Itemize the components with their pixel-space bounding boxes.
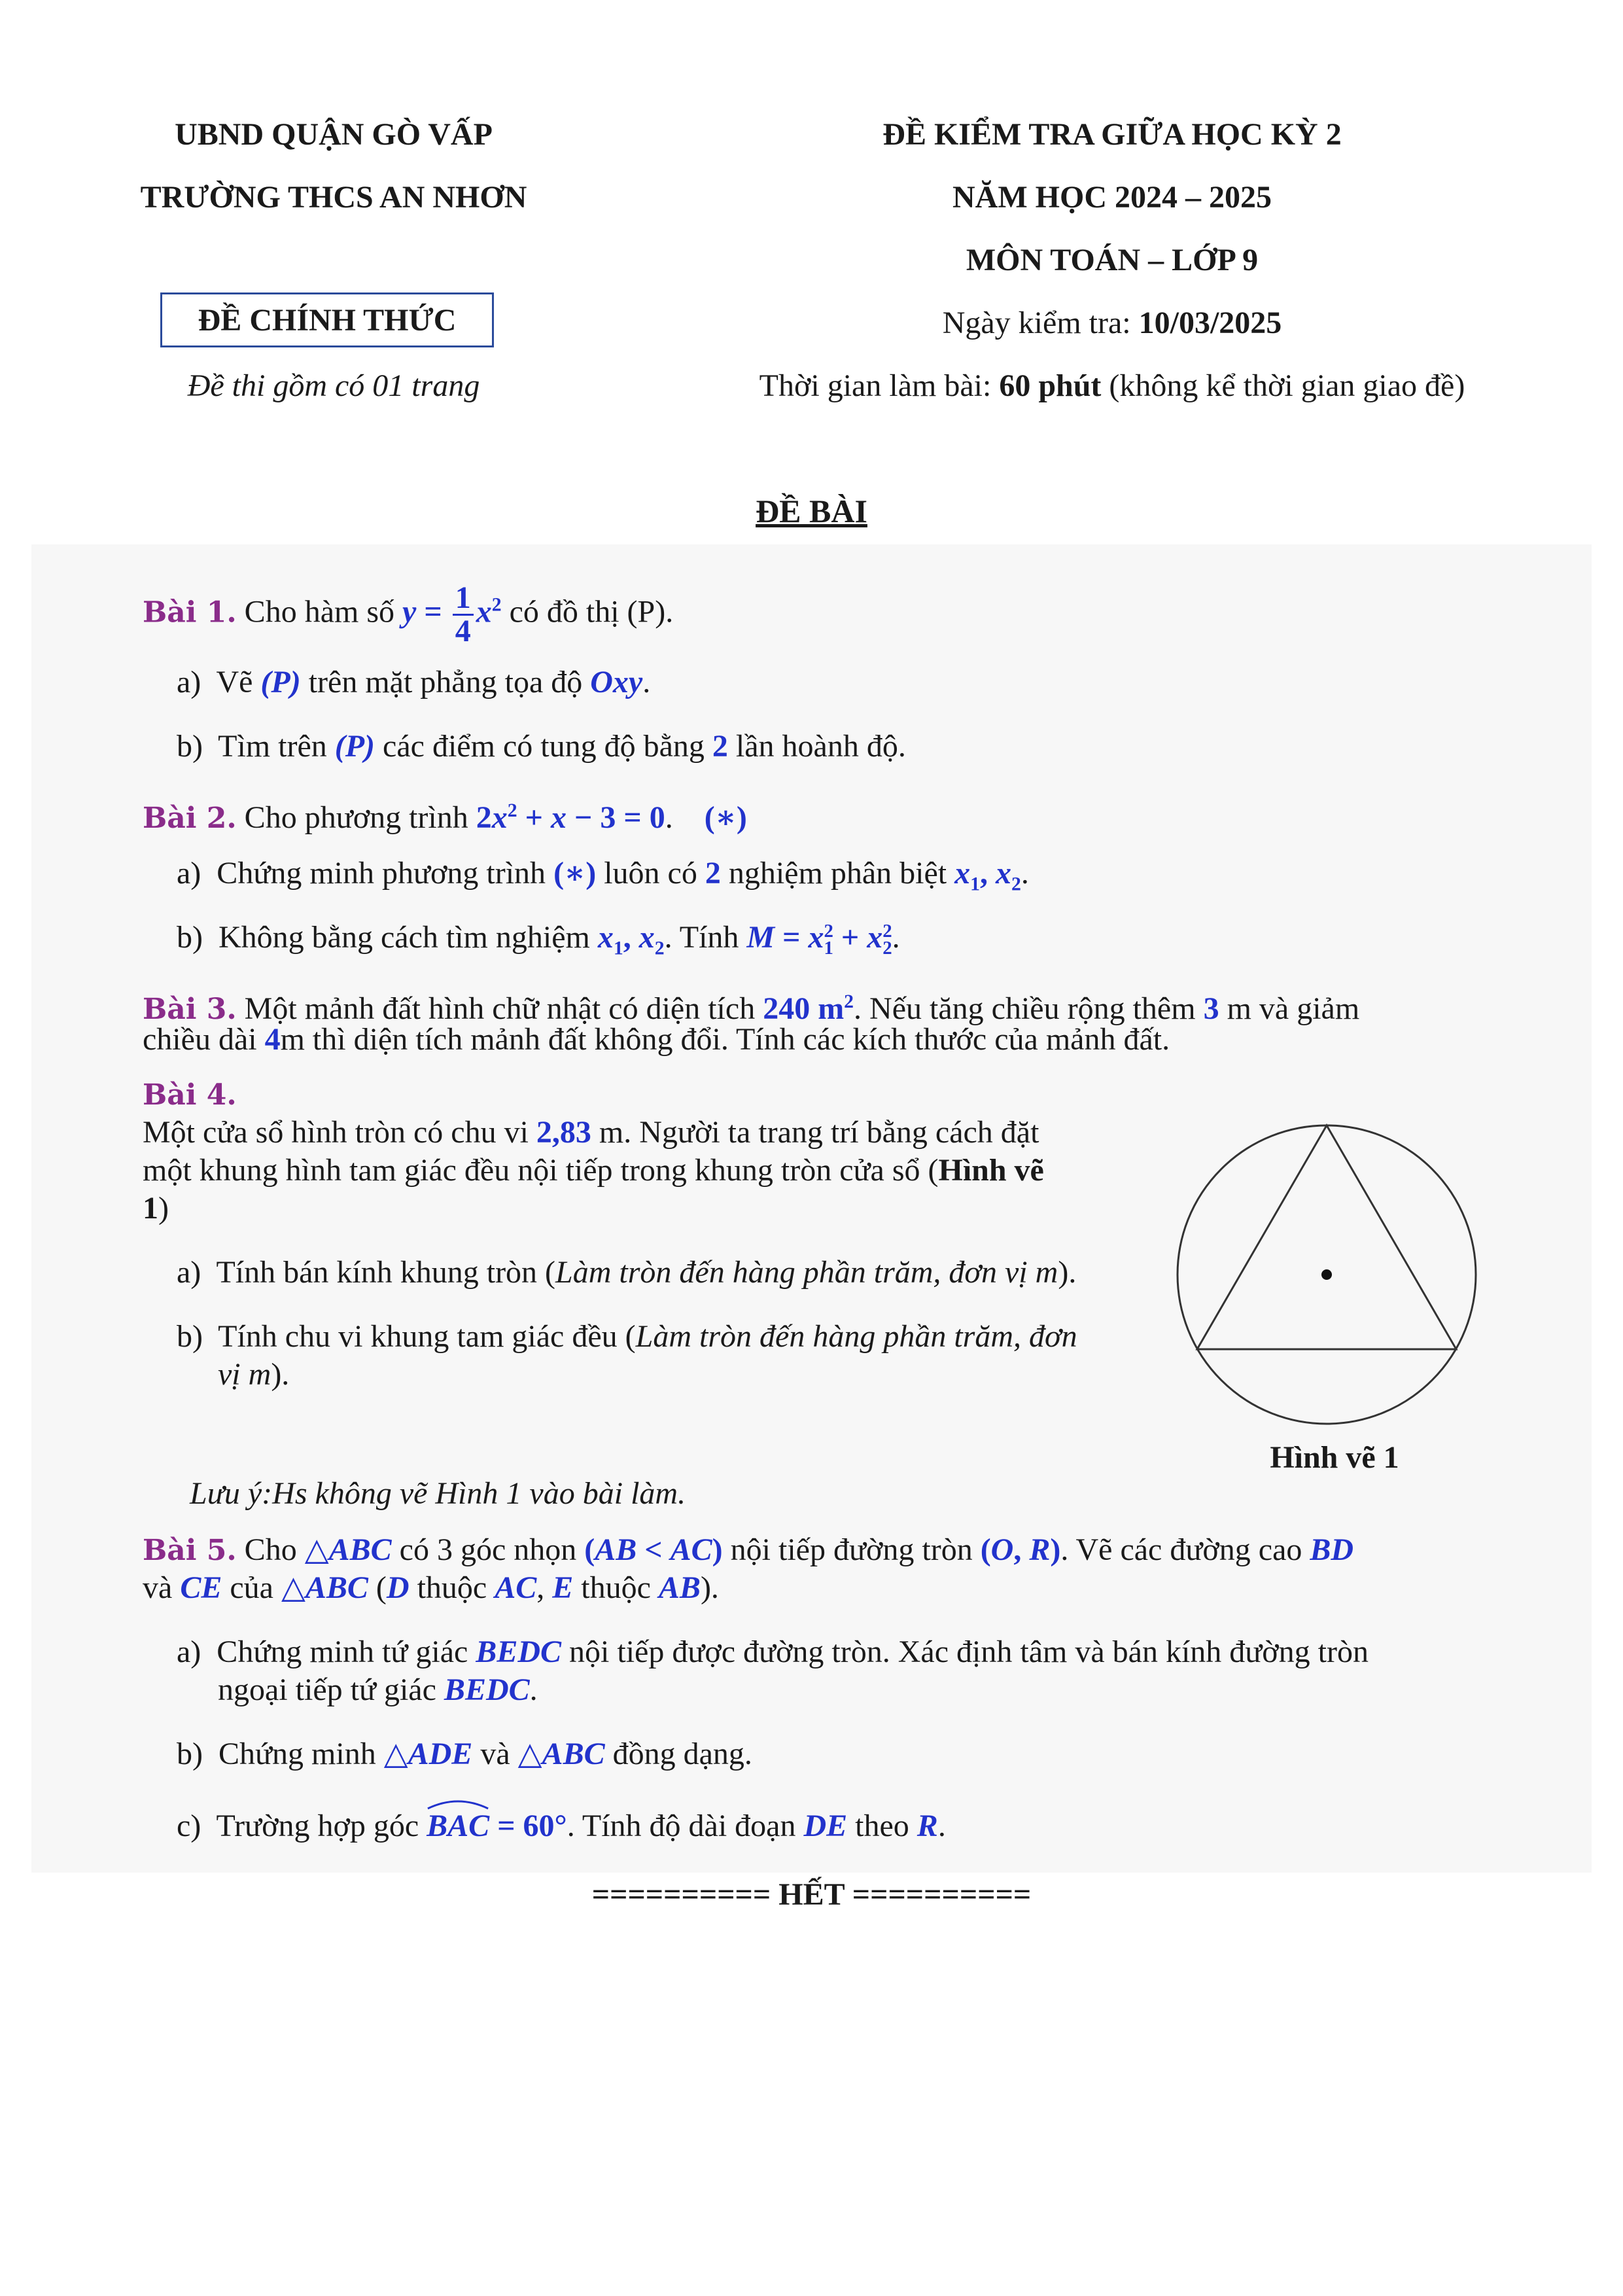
bai5-part-b: b) Chứng minh △ADE và △ABC đồng dạng.: [177, 1737, 752, 1771]
subject-grade: MÔN TOÁN – LỚP 9: [966, 243, 1259, 277]
bai4-label: Bài 4.: [143, 1078, 237, 1112]
bai1-label: Bài 1.: [143, 595, 237, 629]
bai3-line1: Bài 3. Một mảnh đất hình chữ nhật có diện tích 240 $m^2$. Nếu tăng chiều rộng thêm 3 m và giảm: [143, 991, 1360, 1026]
bai4-line2: một khung hình tam giác đều nội tiếp trong khung tròn cửa sổ (Hình vẽ: [143, 1153, 1044, 1188]
exam-date: Ngày kiểm tra: 10/03/2025: [942, 306, 1282, 340]
bai4-part-a: a) Tính bán kính khung tròn (Làm tròn đến hàng phần trăm, đơn vị m).: [177, 1255, 1077, 1290]
figure-caption: Hình vẽ 1: [1270, 1440, 1399, 1475]
bai1-statement: Bài 1. Cho hàm số y = $\frac{1}{4}$ $x^2$ có đồ thị (P).: [143, 580, 674, 648]
center-point: [1321, 1269, 1332, 1280]
page-title: ĐỀ BÀI: [756, 493, 867, 529]
end-marker: ========== HẾT ==========: [591, 1877, 1032, 1912]
school-name: TRƯỜNG THCS AN NHƠN: [140, 180, 527, 215]
official-stamp: ĐỀ CHÍNH THỨC: [160, 292, 494, 347]
bai1-part-a: a) Vẽ (P) trên mặt phẳng tọa độ Oxy.: [177, 665, 651, 699]
bai2-statement: Bài 2. Cho phương trình $2x^2 + x - 3 = 0$. (∗): [143, 800, 747, 835]
school-year: NĂM HỌC 2024 – 2025: [952, 180, 1272, 215]
bai4-line3: 1): [143, 1191, 169, 1226]
bai4-note: Lưu ý:Hs không vẽ Hình 1 vào bài làm.: [190, 1476, 686, 1511]
bai2-part-b: b) Không bằng cách tìm nghiệm $x_1$, $x_2$. Tính M = x 2 1 + x 2 2 .: [177, 920, 900, 959]
bai5-line2: và CE của △ABC (D thuộc AC, E thuộc AB).: [143, 1570, 719, 1605]
bai5-part-a-cont: ngoại tiếp tứ giác BEDC.: [218, 1672, 538, 1707]
district-name: UBND QUẬN GÒ VẤP: [175, 117, 493, 152]
figure-circle-triangle: [1164, 1112, 1505, 1426]
equilateral-triangle: [1197, 1125, 1456, 1349]
angle-hat-icon: [427, 1798, 489, 1810]
bai3-line2: chiều dài 4m thì diện tích mảnh đất không đổi. Tính các kích thước của mảnh đất.: [143, 1022, 1170, 1057]
exam-duration: Thời gian làm bài: 60 phút (không kể thời gian giao đề): [759, 368, 1465, 403]
bai4-part-b-cont: vị m).: [218, 1357, 290, 1392]
exam-title: ĐỀ KIỂM TRA GIỮA HỌC KỲ 2: [882, 117, 1342, 152]
bai2-part-a: a) Chứng minh phương trình (∗) luôn có 2 nghiệm phân biệt $x_1$, $x_2$.: [177, 856, 1029, 895]
bai5-part-c: c) Trường hợp góc BAC = 60°. Tính độ dài đoạn DE theo R.: [177, 1807, 946, 1845]
bai4-line1: Một cửa sổ hình tròn có chu vi 2,83 m. Người ta trang trí bằng cách đặt: [143, 1115, 1039, 1150]
pages-note: Đề thi gồm có 01 trang: [187, 368, 480, 403]
fraction: $\frac{1}{4}$: [453, 582, 474, 647]
bai5-part-a: a) Chứng minh tứ giác BEDC nội tiếp được đường tròn. Xác định tâm và bán kính đường tròn: [177, 1634, 1369, 1669]
bai1-part-b: b) Tìm trên (P) các điểm có tung độ bằng 2 lần hoành độ.: [177, 729, 906, 764]
bai4-part-b: b) Tính chu vi khung tam giác đều (Làm tròn đến hàng phần trăm, đơn: [177, 1319, 1077, 1354]
bai5-line1: Bài 5. Cho △ABC có 3 góc nhọn (AB < AC) nội tiếp đường tròn (O, R). Vẽ các đường cao BD: [143, 1532, 1354, 1567]
